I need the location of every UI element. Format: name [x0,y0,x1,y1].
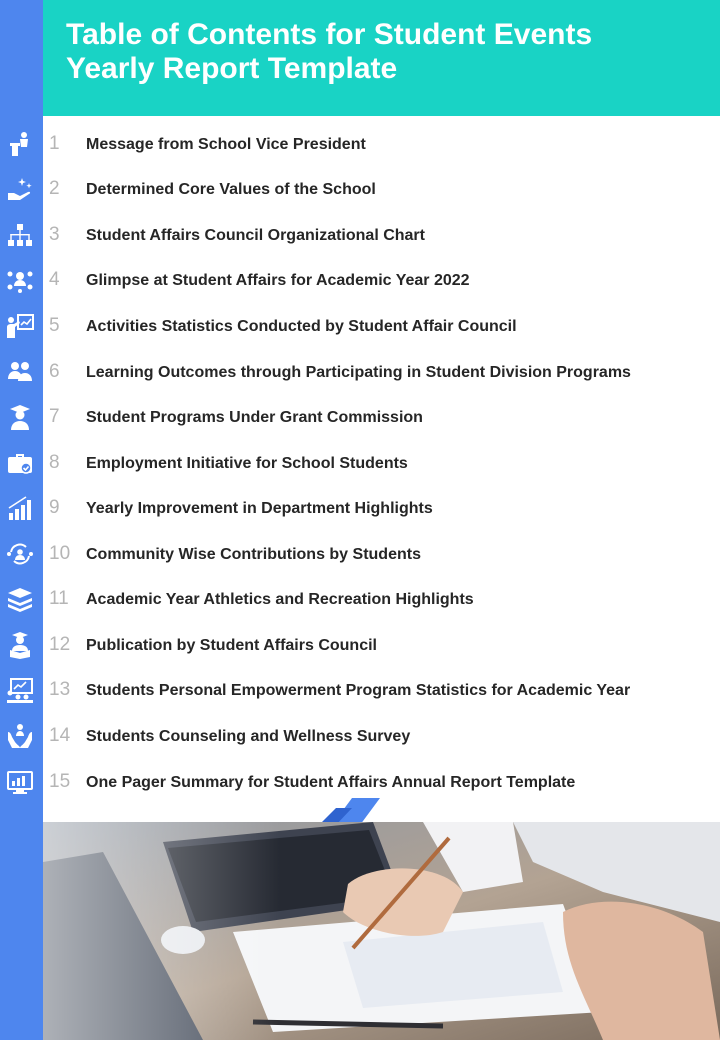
toc-number: 1 [49,133,60,154]
toc-item[interactable] [0,486,720,530]
hand-sparkle-icon [6,175,34,203]
toc-label: Message from School Vice President [86,136,366,153]
toc-label: Students Personal Empowerment Program Statistics for Academic Year [86,682,631,699]
toc-label: Yearly Improvement in Department Highlights [86,500,433,517]
toc-item[interactable] [0,714,720,758]
toc-label: Academic Year Athletics and Recreation Highlights [86,591,474,608]
toc-number: 13 [49,679,71,700]
toc-number: 12 [49,634,71,655]
toc-item[interactable] [0,395,720,439]
toc-label: Student Affairs Council Organizational Chart [86,227,425,244]
toc-item[interactable] [0,760,720,804]
toc-label: One Pager Summary for Student Affairs Annual Report Template [86,774,576,791]
toc-number: 5 [49,315,60,336]
care-hands-icon [6,722,34,750]
toc-label: Determined Core Values of the School [86,181,376,198]
toc-item[interactable] [0,577,720,621]
toc-label: Publication by Student Affairs Council [86,637,377,654]
page-title-line-2: Yearly Report Template [66,52,398,85]
speaker-podium-icon [6,130,34,158]
toc-label: Community Wise Contributions by Students [86,546,421,563]
toc-item[interactable] [0,668,720,712]
toc-item[interactable] [0,213,720,257]
toc-number: 9 [49,497,60,518]
toc-item[interactable] [0,258,720,302]
presentation-board-icon [6,312,34,340]
toc-item[interactable] [0,441,720,485]
toc-item[interactable] [0,167,720,211]
toc-number: 3 [49,224,60,245]
book-stack-icon [6,585,34,613]
toc-label: Employment Initiative for School Students [86,455,408,472]
toc-label: Student Programs Under Grant Commission [86,409,423,426]
community-cycle-icon [6,540,34,568]
graduate-icon [6,403,34,431]
toc-number: 11 [49,588,69,609]
monitor-chart-icon [6,768,34,796]
toc-number: 6 [49,361,60,382]
people-network-icon [6,266,34,294]
toc-label: Glimpse at Student Affairs for Academic Year 2022 [86,272,470,289]
toc-number: 2 [49,178,60,199]
group-icon [6,358,34,386]
briefcase-check-icon [6,449,34,477]
toc-number: 7 [49,406,60,427]
toc-number: 14 [49,725,71,746]
toc-item[interactable] [0,532,720,576]
growth-chart-icon [6,494,34,522]
toc-number: 4 [49,269,60,290]
org-chart-icon [6,221,34,249]
toc-number: 15 [49,771,71,792]
toc-number: 8 [49,452,60,473]
office-desk-photo [43,822,720,1040]
toc-number: 10 [49,543,71,564]
toc-item[interactable] [0,350,720,394]
page-title [66,18,706,86]
toc-item[interactable] [0,122,720,166]
teaching-board-icon [6,676,34,704]
toc-label: Students Counseling and Wellness Survey [86,728,411,745]
page-title-line-1: Table of Contents for Student Events [66,18,593,51]
photo-fade-overlay [43,822,720,1040]
toc-item[interactable] [0,623,720,667]
header-banner [43,0,720,116]
toc-item[interactable] [0,304,720,348]
toc-label: Activities Statistics Conducted by Student Affair Council [86,318,517,335]
toc-label: Learning Outcomes through Participating in Student Division Programs [86,364,631,381]
student-reading-icon [6,631,34,659]
photo-illustration [43,822,720,1040]
